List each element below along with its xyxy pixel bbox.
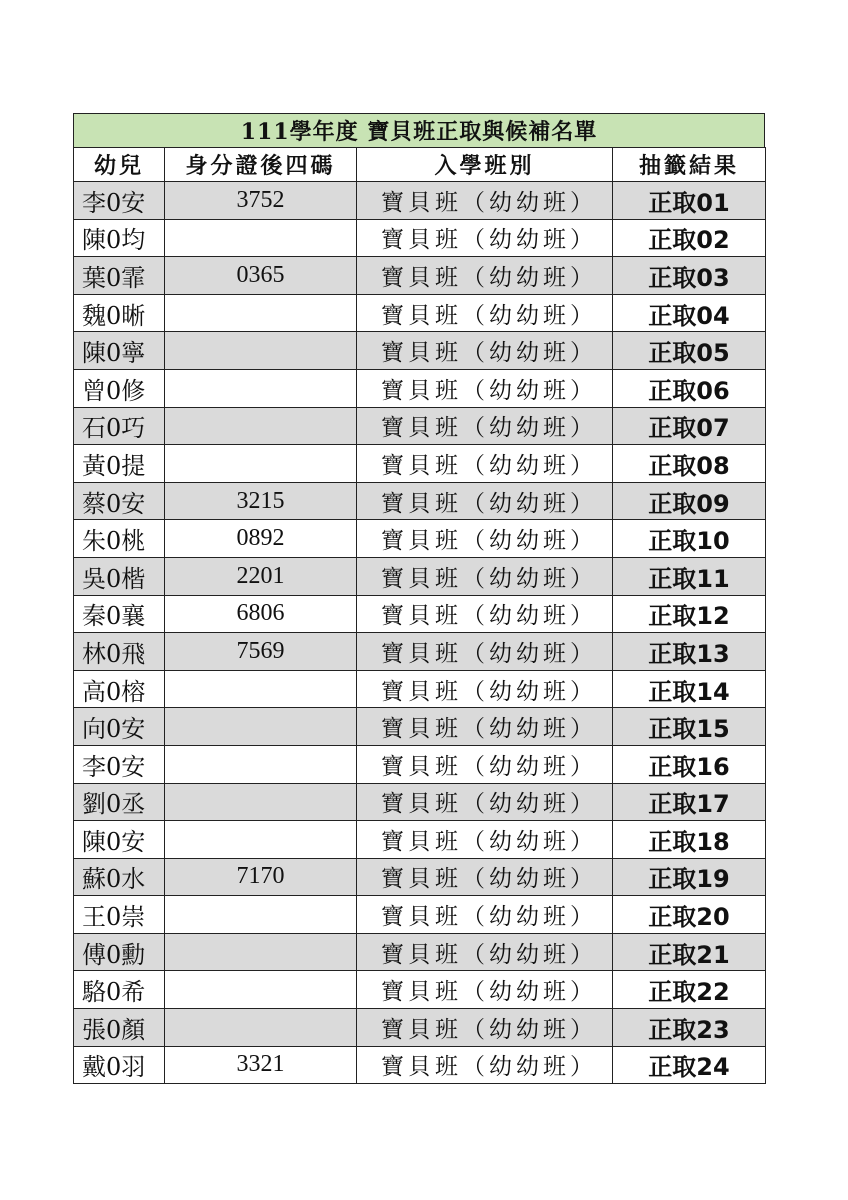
class-cell: 寶貝班（幼幼班） bbox=[357, 933, 613, 971]
result-cell: 正取09 bbox=[613, 482, 766, 520]
class-cell: 寶貝班（幼幼班） bbox=[357, 407, 613, 445]
child-name-cell: 陳0安 bbox=[74, 821, 165, 859]
result-cell: 正取19 bbox=[613, 858, 766, 896]
class-cell: 寶貝班（幼幼班） bbox=[357, 821, 613, 859]
child-name-cell: 葉0霏 bbox=[74, 257, 165, 295]
class-cell: 寶貝班（幼幼班） bbox=[357, 294, 613, 332]
table-body bbox=[74, 182, 766, 1084]
table-row bbox=[74, 369, 766, 407]
result-cell: 正取03 bbox=[613, 257, 766, 295]
result-cell: 正取06 bbox=[613, 369, 766, 407]
id-last4-cell bbox=[165, 896, 357, 934]
child-name-cell: 高0榕 bbox=[74, 670, 165, 708]
admission-table bbox=[73, 147, 766, 1084]
child-name-cell: 魏0晰 bbox=[74, 294, 165, 332]
id-last4-cell: 0365 bbox=[165, 257, 357, 295]
result-cell: 正取08 bbox=[613, 445, 766, 483]
header-result: 抽籤結果 bbox=[613, 148, 766, 182]
result-cell: 正取04 bbox=[613, 294, 766, 332]
class-cell: 寶貝班（幼幼班） bbox=[357, 1046, 613, 1084]
class-cell: 寶貝班（幼幼班） bbox=[357, 745, 613, 783]
id-last4-cell bbox=[165, 708, 357, 746]
table-row bbox=[74, 257, 766, 295]
id-last4-cell: 6806 bbox=[165, 595, 357, 633]
table-row bbox=[74, 670, 766, 708]
result-cell: 正取12 bbox=[613, 595, 766, 633]
child-name-cell: 向0安 bbox=[74, 708, 165, 746]
table-row bbox=[74, 708, 766, 746]
result-cell: 正取07 bbox=[613, 407, 766, 445]
class-cell: 寶貝班（幼幼班） bbox=[357, 858, 613, 896]
class-cell: 寶貝班（幼幼班） bbox=[357, 520, 613, 558]
id-last4-cell: 3752 bbox=[165, 182, 357, 220]
table-row bbox=[74, 294, 766, 332]
result-cell: 正取13 bbox=[613, 633, 766, 671]
class-cell: 寶貝班（幼幼班） bbox=[357, 332, 613, 370]
table-row bbox=[74, 971, 766, 1009]
table-row bbox=[74, 858, 766, 896]
class-cell: 寶貝班（幼幼班） bbox=[357, 633, 613, 671]
table-row bbox=[74, 821, 766, 859]
child-name-cell: 戴0羽 bbox=[74, 1046, 165, 1084]
class-cell: 寶貝班（幼幼班） bbox=[357, 557, 613, 595]
header-class: 入學班別 bbox=[357, 148, 613, 182]
class-cell: 寶貝班（幼幼班） bbox=[357, 1009, 613, 1047]
table-row bbox=[74, 595, 766, 633]
result-cell: 正取05 bbox=[613, 332, 766, 370]
id-last4-cell bbox=[165, 933, 357, 971]
header-id-last4: 身分證後四碼 bbox=[165, 148, 357, 182]
table-row bbox=[74, 1009, 766, 1047]
child-name-cell: 傅0勳 bbox=[74, 933, 165, 971]
table-row bbox=[74, 557, 766, 595]
child-name-cell: 吳0楷 bbox=[74, 557, 165, 595]
id-last4-cell bbox=[165, 821, 357, 859]
result-cell: 正取21 bbox=[613, 933, 766, 971]
class-cell: 寶貝班（幼幼班） bbox=[357, 708, 613, 746]
result-cell: 正取14 bbox=[613, 670, 766, 708]
result-cell: 正取24 bbox=[613, 1046, 766, 1084]
child-name-cell: 曾0修 bbox=[74, 369, 165, 407]
sheet-title: 111學年度 寶貝班正取與候補名單 bbox=[73, 113, 765, 147]
child-name-cell: 駱0希 bbox=[74, 971, 165, 1009]
child-name-cell: 林0飛 bbox=[74, 633, 165, 671]
table-row bbox=[74, 445, 766, 483]
header-child: 幼兒 bbox=[74, 148, 165, 182]
class-cell: 寶貝班（幼幼班） bbox=[357, 783, 613, 821]
child-name-cell: 王0崇 bbox=[74, 896, 165, 934]
child-name-cell: 李0安 bbox=[74, 745, 165, 783]
child-name-cell: 陳0均 bbox=[74, 219, 165, 257]
table-row bbox=[74, 933, 766, 971]
table-row bbox=[74, 633, 766, 671]
table-row bbox=[74, 745, 766, 783]
class-cell: 寶貝班（幼幼班） bbox=[357, 670, 613, 708]
child-name-cell: 石0巧 bbox=[74, 407, 165, 445]
result-cell: 正取16 bbox=[613, 745, 766, 783]
id-last4-cell: 2201 bbox=[165, 557, 357, 595]
table-row bbox=[74, 1046, 766, 1084]
class-cell: 寶貝班（幼幼班） bbox=[357, 182, 613, 220]
id-last4-cell: 7569 bbox=[165, 633, 357, 671]
id-last4-cell bbox=[165, 407, 357, 445]
id-last4-cell bbox=[165, 332, 357, 370]
id-last4-cell: 7170 bbox=[165, 858, 357, 896]
result-cell: 正取20 bbox=[613, 896, 766, 934]
id-last4-cell bbox=[165, 294, 357, 332]
result-cell: 正取22 bbox=[613, 971, 766, 1009]
result-cell: 正取17 bbox=[613, 783, 766, 821]
table-row bbox=[74, 896, 766, 934]
child-name-cell: 劉0丞 bbox=[74, 783, 165, 821]
class-cell: 寶貝班（幼幼班） bbox=[357, 219, 613, 257]
id-last4-cell bbox=[165, 369, 357, 407]
result-cell: 正取15 bbox=[613, 708, 766, 746]
child-name-cell: 張0顏 bbox=[74, 1009, 165, 1047]
class-cell: 寶貝班（幼幼班） bbox=[357, 896, 613, 934]
result-cell: 正取02 bbox=[613, 219, 766, 257]
result-cell: 正取10 bbox=[613, 520, 766, 558]
id-last4-cell: 3215 bbox=[165, 482, 357, 520]
child-name-cell: 陳0寧 bbox=[74, 332, 165, 370]
child-name-cell: 秦0襄 bbox=[74, 595, 165, 633]
result-cell: 正取11 bbox=[613, 557, 766, 595]
class-cell: 寶貝班（幼幼班） bbox=[357, 445, 613, 483]
class-cell: 寶貝班（幼幼班） bbox=[357, 257, 613, 295]
id-last4-cell bbox=[165, 971, 357, 1009]
child-name-cell: 朱0桃 bbox=[74, 520, 165, 558]
admission-list-sheet bbox=[73, 113, 765, 1084]
id-last4-cell bbox=[165, 445, 357, 483]
id-last4-cell bbox=[165, 1009, 357, 1047]
id-last4-cell bbox=[165, 745, 357, 783]
result-cell: 正取18 bbox=[613, 821, 766, 859]
result-cell: 正取01 bbox=[613, 182, 766, 220]
id-last4-cell bbox=[165, 670, 357, 708]
table-row bbox=[74, 332, 766, 370]
table-row bbox=[74, 182, 766, 220]
table-row bbox=[74, 482, 766, 520]
class-cell: 寶貝班（幼幼班） bbox=[357, 595, 613, 633]
class-cell: 寶貝班（幼幼班） bbox=[357, 482, 613, 520]
id-last4-cell: 0892 bbox=[165, 520, 357, 558]
child-name-cell: 黃0提 bbox=[74, 445, 165, 483]
table-row bbox=[74, 407, 766, 445]
class-cell: 寶貝班（幼幼班） bbox=[357, 971, 613, 1009]
class-cell: 寶貝班（幼幼班） bbox=[357, 369, 613, 407]
id-last4-cell bbox=[165, 783, 357, 821]
child-name-cell: 李0安 bbox=[74, 182, 165, 220]
child-name-cell: 蘇0水 bbox=[74, 858, 165, 896]
table-row bbox=[74, 783, 766, 821]
table-row bbox=[74, 520, 766, 558]
result-cell: 正取23 bbox=[613, 1009, 766, 1047]
id-last4-cell: 3321 bbox=[165, 1046, 357, 1084]
child-name-cell: 蔡0安 bbox=[74, 482, 165, 520]
header-row bbox=[74, 148, 766, 182]
id-last4-cell bbox=[165, 219, 357, 257]
table-row bbox=[74, 219, 766, 257]
